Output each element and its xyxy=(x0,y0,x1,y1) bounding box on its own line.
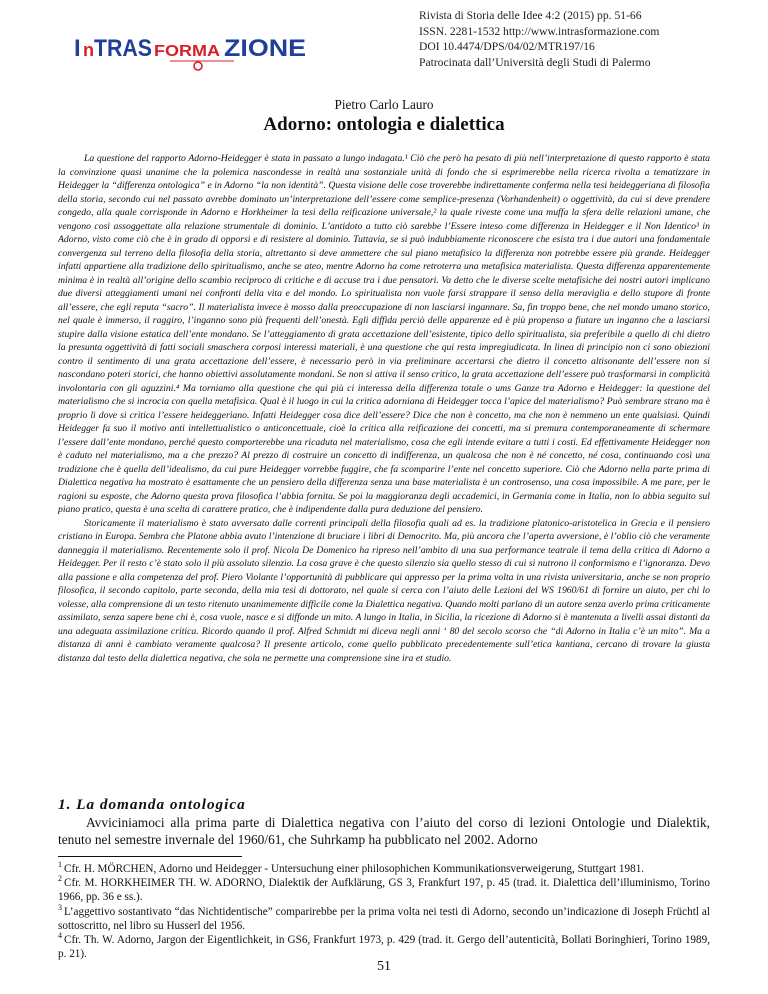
footnote-number: 3 xyxy=(58,902,62,912)
section-heading: 1. La domanda ontologica xyxy=(58,796,246,813)
footnote-text: Cfr. Th. W. Adorno, Jargon der Eigentlichkeit, in GS6, Frankfurt 1973, p. 429 (trad. it. Gergo dell’autenticità, Bollati Boringhieri, Torino 1989, p. 21). xyxy=(58,934,710,961)
footnote-text: Cfr. M. HORKHEIMER TH. W. ADORNO, Dialektik der Aufklärung, GS 3, Frankfurt 197, p. 45 (trad. it. Dialettica dell’illuminismo, Torino 1966, pp. 36 e ss.). xyxy=(58,877,710,904)
svg-text:I: I xyxy=(74,35,81,62)
journal-patronage: Patrocinata dall’Università degli Studi di Palermo xyxy=(419,55,651,69)
page-number: 51 xyxy=(377,958,391,973)
footnote-text: L’aggettivo sostantivato “das Nichtidentische” comparirebbe per la prima volta nei testi di Adorno, secondo un’indicazione di Joseph Früchtl al sottoscritto, nel libro su Husserl del 1956. xyxy=(58,905,710,932)
author-name: Pietro Carlo Lauro xyxy=(334,97,434,112)
svg-text:ZIONE: ZIONE xyxy=(224,35,306,62)
journal-doi: DOI 10.4474/DPS/04/02/MTR197/16 xyxy=(419,40,595,54)
journal-info xyxy=(419,8,749,70)
svg-text:n: n xyxy=(83,40,94,60)
footnote xyxy=(58,876,710,904)
footnote-divider xyxy=(58,856,242,857)
abstract-paragraph: La questione del rapporto Adorno-Heidegger è stata in passato a lungo indagata.¹ Ciò che però ha pesato di più nell’interpretazione di questo rapporto è stata la convinzione quasi unanime che la polemica nascondesse in realtà una sostanziale unità di fondo che si esprimerebbe nella ricerca rivolta a tematizzare in Heidegger la “differenza ontologica” e in Adorno “la non identità”. Questa visione delle cose troverebbe indirettamente conferma nella tesi heideggeriana di filosofia della storia, secondo cui nel passato avrebbe dominato un’interpretazione dell’essere come semplice-presenza (Vorhandenheit) o oggettività, da cui si deve prendere congedo, alla quale corrisponde in Adorno e Horkheimer la tesi della reificazione universale,² la quale riveste come una muffa la sfera delle relazioni umane, che vengono così assoggettate alla relazione strumentale di dominio. L’antidoto a tutto ciò sarebbe l’Essere inteso come differenza in Heidegger e il Non Identico³ in Adorno, visto come ciò che è in grado di opporsi e di resistere al dominio. Tuttavia, se si può indubbiamente riconoscere che esista tra i due autori una fondamentale convergenza sul terreno della filosofia della storia, altrettanto si deve ammettere che sul piano metafisico la differenza non potrebbe essere più grande. Heidegger infatti appartiene alla tradizione dello spiritualismo, anche se ateo, mentre Adorno ha come retroterra una metafisica materialista. Questa differenza apparentemente minima è in realtà all’origine dello scambio reciproco di critiche e di accuse tra i due pensatori. Va detto che le diverse scelte metafisiche dei nostri autori implicano due diversi atteggiamenti umani nei confronti della vita e del mondo. Lo spiritualista non vuole farsi strappare il senso della meraviglia e dello stupore di fronte all’essere, che egli reputa “sacro”. Il materialista invece è mosso dalla preoccupazione di non lasciarsi ingannare. Sa, fin troppo bene, che nel mondo umano storico, nel quale è immerso, il raggiro, l’inganno sono più frequenti dell’onestà. Egli diffida perciò delle apparenze ed è più propenso a fiutare un inganno che a lasciarsi stupire dalla visione estatica dell’ente mondano. Se l’atteggiamento di grata accettazione dell’esistente, tipico dello spiritualista, sia preferibile a quello di chi dietro la presunta oggettività di fatti sociali smaschera corposi interessi materiali, è una questione che qui resta impregiudicata. In linea di principio non ci sono obiezioni contro il sentimento di una grata accettazione dell’essere, è necessario però in via preliminare accertarsi che dietro il concetto altisonante dell’essere non si nascondano poteri storici, che hanno obiettivi assolutamente mondani. Se non si attiva il senso critico, la grata accettazione dell’essere può trasformarsi in complicità involontaria con gli aguzzini.⁴ Ma torniamo alla questione che qui più ci interessa della differenza totale o ums Ganze tra Adorno e Heidegger: la questione del materialismo che si incrocia con quella metafisica. Qual è il luogo in cui la critica adorniana di Heidegger tocca l’apice del materialismo? Può sembrare strano ma è proprio lì dove si critica l’essere heideggeriano. Infatti Heidegger cosa dice dell’essere? Dice che non è concetto, ma che non è nemmeno un ente qualsiasi. Quindi Heidegger fa suo il motivo anti intellettualistico o anticoncettuale, cioè la critica alla reificazione dei concetti, ma si premura contemporaneamente di schermare l’essere dall’ente mondano, perché questo comporterebbe una ricaduta nel materialismo, cosa che egli intende evitare a tutti i costi. Ed effettivamente Heidegger non è caduto nel materialismo, ma a che prezzo? Al prezzo di costruire un concetto di indifferenza, un qualcosa che non è né concetto, né cosa, continuando così una tradizione che è quella dell’idealismo, da cui pure Heidegger vorrebbe fuggire, che fa scomparire l’ente nel concetto superiore. Ciò che Adorno nella parte prima di Dialettica negativa ha mostrato è esattamente che un pensiero della differenza senza una base materialista è un controsenso, una cosa impossibile. A me pare, per le ragioni su esposte, che Adorno questa prova filosofica l’abbia fornita. Se poi la maggioranza degli accademici, in Germania come in Italia, non lo abbia seguito sul piano pratico, questa è una scelta di carattere pratico, che è indipendente dalla pura deduzione del pensiero. xyxy=(58,153,710,515)
svg-text:TRAS: TRAS xyxy=(94,35,152,62)
intrasformazione-logo xyxy=(74,30,314,72)
footnotes xyxy=(58,862,710,961)
paper-title: Adorno: ontologia e dialettica xyxy=(263,114,505,135)
footnote xyxy=(58,902,710,933)
footnote-number: 1 xyxy=(58,860,62,870)
footnote-number: 4 xyxy=(58,931,62,941)
footnote-text: Cfr. H. MÖRCHEN, Adorno und Heidegger - Untersuchung einer philosophichen Kommunikationsverweigerung, Stuttgart 1981. xyxy=(64,863,645,875)
footnote-number: 2 xyxy=(58,874,62,884)
svg-text:FORMA: FORMA xyxy=(154,43,221,60)
abstract-paragraph: Storicamente il materialismo è stato avversato dalle correnti principali della filosofia quali ad es. la tradizione platonico-aristotelica in Grecia e il pensiero cristiano in Europa. Sembra che Platone abbia avuto l’intenzione di bruciare i libri di Democrito. Ma, più ancora che l’aperta avversione, è l’oblio ciò che veramente danneggia il materialismo. Recentemente solo il prof. Nicola De Domenico ha ripreso nell’ambito di una sua performance teatrale il tema della critica di Adorno a Heidegger. Per il resto c’è stato solo il più assoluto silenzio. La cosa grave è che questo silenzio sia quello stesso di cui si nutrono il conformismo e l’ignoranza. Devo alla passione e alla competenza del prof. Piero Violante l’opportunità di pubblicare qui appresso per la prima volta in una rivista universitaria, anche se non proprio filosofica, il secondo capitolo, parte seconda, della mia tesi di dottorato, nel quale si cerca con l’aiuto delle Lezioni del WS 1960/61 di fornire un aiuto, per chi lo volesse, alla comprensione di un testo ritenuto unanimemente difficile come la Dialettica negativa. Quando molti parlano di un autore senza averlo prima criticamente assimilato, senza sapere bene chi è, cosa vuole, nasce e si diffonde un mito. A lungo in Italia, in Sicilia, la ricezione di Adorno si è mantenuta a livelli assai distanti da una adeguata assimilazione critica. Ricordo quando il prof. Alfred Schmidt mi diceva negli anni ‘ 80 del secolo scorso che “di Adorno in Italia c’è un mito”. Ma a distanza di anni è cambiato veramente qualcosa? Il presente articolo, come quello pubblicato precedentemente sull’etica kantiana, cercano di trovare la giusta distanza dal testo della dialettica negativa, che sola ne permette una comprensione sine ira et studio. xyxy=(58,517,710,664)
section-body-text: Avviciniamoci alla prima parte di Dialettica negativa con l’aiuto del corso di lezioni Ontologie und Dialektik, tenuto nel semestre invernale del 1960/61, che Suhrkamp ha pubblicato nel 2002. Adorno xyxy=(58,815,710,847)
footnote xyxy=(58,862,710,876)
abstract xyxy=(58,152,710,792)
journal-citation: Rivista di Storia delle Idee 4:2 (2015) pp. 51-66 xyxy=(419,9,642,22)
journal-issn: ISSN. 2281-1532 http://www.intrasformazione.com xyxy=(419,24,660,38)
